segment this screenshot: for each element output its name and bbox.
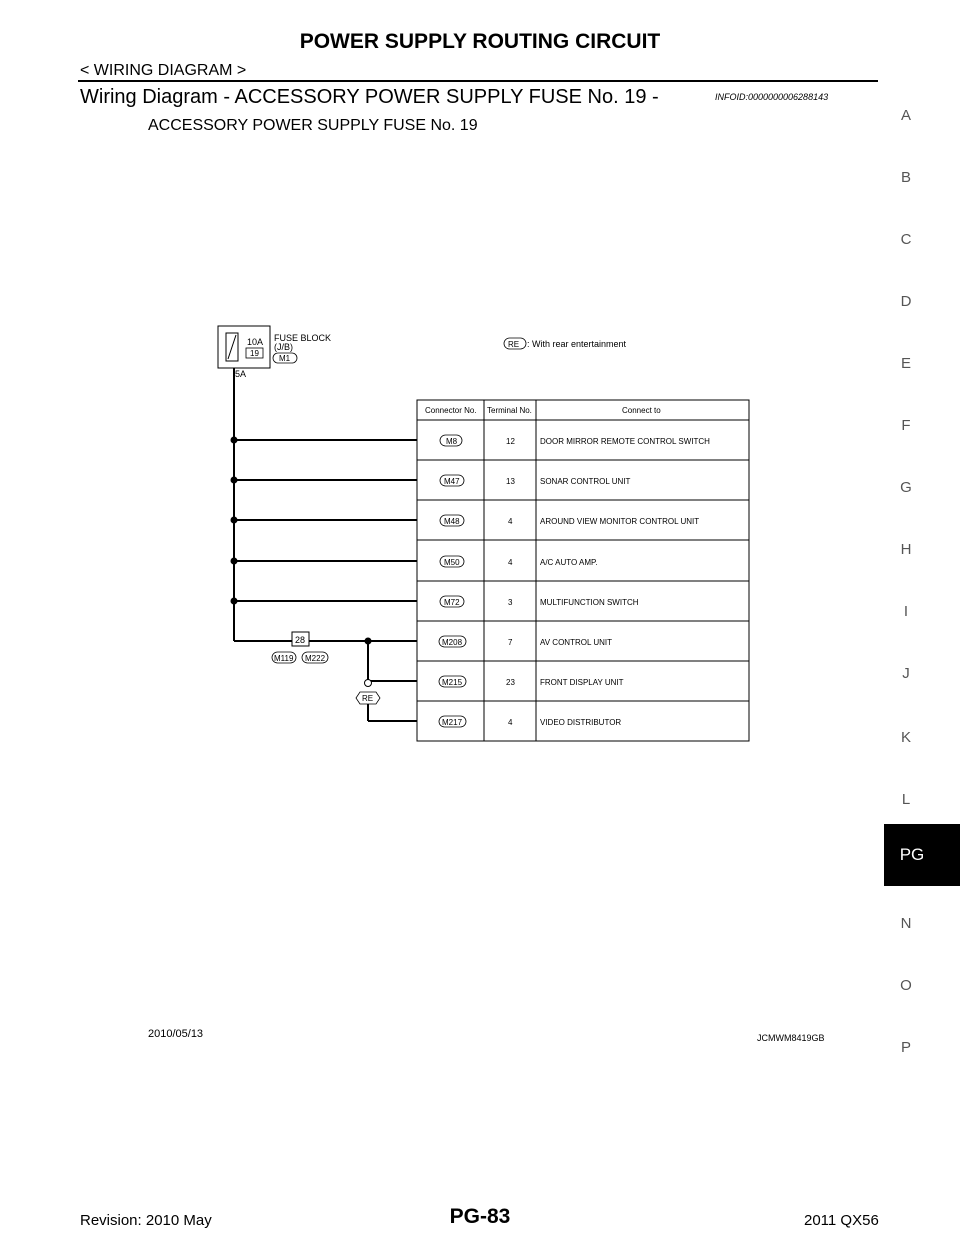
side-index-nav bbox=[884, 0, 960, 1242]
side-index-a[interactable]: A bbox=[900, 107, 911, 124]
option-code: RE bbox=[362, 694, 374, 703]
table-row-connect-to: FRONT DISPLAY UNIT bbox=[540, 678, 624, 687]
table-row-connector: M47 bbox=[444, 477, 460, 486]
side-index-pg-active-tab[interactable]: PG bbox=[884, 824, 960, 886]
splice-dot bbox=[231, 437, 238, 444]
table-row-terminal: 7 bbox=[508, 638, 513, 647]
table-row-connector: M208 bbox=[442, 638, 463, 647]
legend-text: : With rear entertainment bbox=[527, 339, 627, 349]
table-row-terminal: 12 bbox=[506, 437, 515, 446]
figure-id: JCMWM8419GB bbox=[757, 1033, 825, 1043]
table-row-connect-to: DOOR MIRROR REMOTE CONTROL SWITCH bbox=[540, 437, 710, 446]
fuse-number: 19 bbox=[250, 349, 259, 358]
fuse-block-sub: (J/B) bbox=[274, 342, 293, 352]
table-row-connect-to: MULTIFUNCTION SWITCH bbox=[540, 598, 639, 607]
diagram-date: 2010/05/13 bbox=[148, 1028, 204, 1040]
side-index-g[interactable]: G bbox=[900, 479, 912, 496]
side-index-b[interactable]: B bbox=[900, 169, 911, 186]
fuse-icon-slash bbox=[228, 335, 236, 359]
side-index-e[interactable]: E bbox=[900, 355, 911, 372]
table-row-terminal: 4 bbox=[508, 718, 513, 727]
table-row-terminal: 23 bbox=[506, 678, 515, 687]
fuse-block-connector: M1 bbox=[279, 354, 291, 363]
table-row-connect-to: AV CONTROL UNIT bbox=[540, 638, 613, 647]
table-header-terminal: Terminal No. bbox=[487, 406, 532, 415]
table-row-connect-to: AROUND VIEW MONITOR CONTROL UNIT bbox=[540, 517, 700, 526]
table-header-connector: Connector No. bbox=[425, 406, 477, 415]
table-row-connector: M215 bbox=[442, 678, 463, 687]
diagram-subtitle: ACCESSORY POWER SUPPLY FUSE No. 19 bbox=[148, 117, 478, 134]
table-row-connector: M50 bbox=[444, 558, 460, 567]
table-row-terminal: 13 bbox=[506, 477, 515, 486]
footer-revision: Revision: 2010 May bbox=[80, 1212, 212, 1229]
joint-connector-a: M119 bbox=[274, 654, 294, 663]
table-row-connector: M217 bbox=[442, 718, 463, 727]
info-id: INFOID:0000000006288143 bbox=[715, 92, 829, 102]
table-row-connector: M8 bbox=[446, 437, 458, 446]
side-index-j[interactable]: J bbox=[902, 665, 910, 682]
footer-page-number: PG-83 bbox=[449, 1205, 511, 1228]
breadcrumb: < WIRING DIAGRAM > bbox=[80, 62, 247, 79]
table-header-connect-to: Connect to bbox=[622, 406, 661, 415]
side-index-k[interactable]: K bbox=[900, 729, 911, 746]
table-row-terminal: 3 bbox=[508, 598, 513, 607]
side-index-f[interactable]: F bbox=[901, 417, 911, 434]
joint-connector-b: M222 bbox=[305, 654, 326, 663]
option-splice bbox=[365, 680, 372, 687]
fuse-amp: 10A bbox=[247, 337, 264, 347]
table-row-connect-to: VIDEO DISTRIBUTOR bbox=[540, 718, 622, 727]
table-row-connect-to: A/C AUTO AMP. bbox=[540, 558, 598, 567]
side-index-o[interactable]: O bbox=[900, 977, 912, 994]
side-index-l[interactable]: L bbox=[901, 791, 911, 808]
table-row-terminal: 4 bbox=[508, 517, 513, 526]
fuse-block-label: FUSE BLOCK bbox=[274, 333, 332, 343]
fuse-terminal: 5A bbox=[235, 369, 247, 379]
table-row-terminal: 4 bbox=[508, 558, 513, 567]
splice-dot bbox=[231, 517, 238, 524]
side-index-i[interactable]: I bbox=[903, 603, 909, 620]
side-index-c[interactable]: C bbox=[900, 231, 912, 248]
side-index-n[interactable]: N bbox=[900, 915, 912, 932]
splice-dot bbox=[231, 477, 238, 484]
table-row-connector: M72 bbox=[444, 598, 460, 607]
table-row-connect-to: SONAR CONTROL UNIT bbox=[540, 477, 631, 486]
splice-dot bbox=[231, 558, 238, 565]
table-row-connector: M48 bbox=[444, 517, 460, 526]
side-index-d[interactable]: D bbox=[900, 293, 912, 310]
page-title: POWER SUPPLY ROUTING CIRCUIT bbox=[299, 30, 661, 53]
section-heading: Wiring Diagram - ACCESSORY POWER SUPPLY FUSE No. 19 - bbox=[80, 86, 659, 108]
footer-model: 2011 QX56 bbox=[804, 1212, 879, 1229]
side-index-h[interactable]: H bbox=[900, 541, 912, 558]
splice-dot bbox=[231, 598, 238, 605]
legend-code: RE bbox=[508, 340, 520, 349]
connection-table bbox=[417, 400, 749, 741]
joint-terminal: 28 bbox=[295, 635, 306, 645]
side-index-p[interactable]: P bbox=[900, 1039, 911, 1056]
